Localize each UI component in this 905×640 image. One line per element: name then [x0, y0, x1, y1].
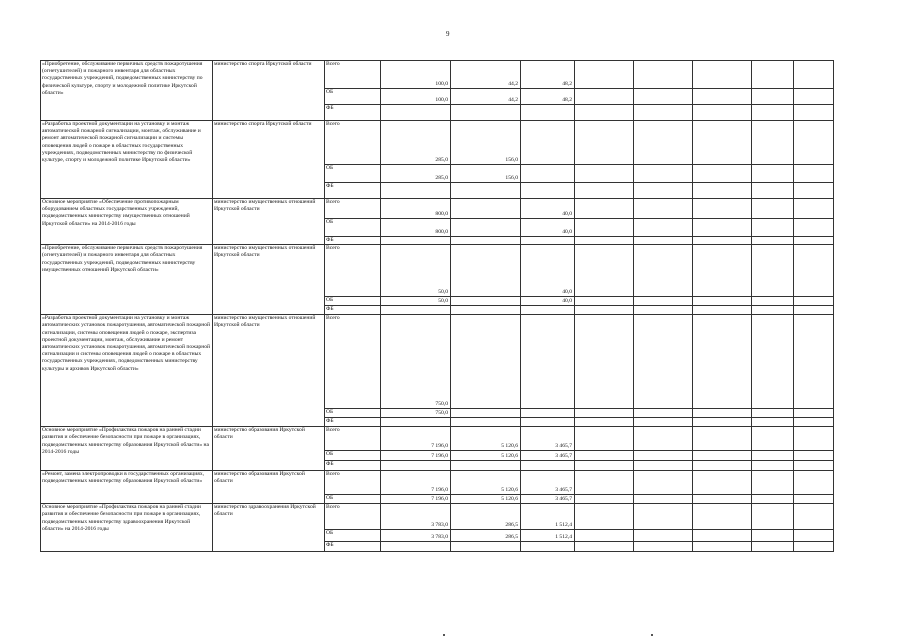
amount-cell-v3 — [521, 418, 575, 427]
empty-cell — [634, 409, 693, 418]
empty-cell — [575, 297, 634, 306]
amount-cell-v1: 7 196,0 — [381, 495, 451, 504]
amount-cell-v3: 40,0 — [521, 199, 575, 219]
empty-cell — [575, 427, 634, 451]
table-row — [41, 427, 834, 451]
executor-cell: министерство здравоохранения Иркутской области — [213, 504, 325, 552]
amount-cell-v3 — [521, 165, 575, 183]
empty-cell — [752, 199, 794, 219]
empty-cell — [575, 237, 634, 245]
empty-cell — [634, 427, 693, 451]
empty-cell — [794, 542, 834, 552]
empty-cell — [634, 306, 693, 315]
funding-source-cell: ФБ — [325, 105, 381, 121]
empty-cell — [575, 165, 634, 183]
empty-cell — [693, 418, 752, 427]
funding-source-cell: Всего — [325, 504, 381, 530]
amount-cell-v2 — [451, 237, 521, 245]
empty-cell — [752, 530, 794, 542]
empty-cell — [693, 61, 752, 89]
scan-speck — [443, 634, 445, 636]
executor-cell: министерство образования Иркутской области — [213, 471, 325, 504]
empty-cell — [752, 183, 794, 199]
funding-source-cell: ФБ — [325, 542, 381, 552]
amount-cell-v1: 50,0 — [381, 297, 451, 306]
amount-cell-v2: 286,5 — [451, 504, 521, 530]
funding-source-cell: ОБ — [325, 165, 381, 183]
empty-cell — [752, 542, 794, 552]
amount-cell-v2 — [451, 461, 521, 471]
amount-cell-v3 — [521, 237, 575, 245]
amount-cell-v3 — [521, 105, 575, 121]
executor-cell: министерство имущественных отношений Иркутской области — [213, 245, 325, 315]
empty-cell — [752, 121, 794, 165]
amount-cell-v2: 44,2 — [451, 89, 521, 105]
funding-source-cell: ФБ — [325, 306, 381, 315]
empty-cell — [693, 121, 752, 165]
executor-cell: министерство спорта Иркутской области — [213, 61, 325, 121]
funding-source-cell: Всего — [325, 245, 381, 297]
empty-cell — [794, 530, 834, 542]
amount-cell-v1 — [381, 461, 451, 471]
table-row — [41, 121, 834, 165]
empty-cell — [575, 183, 634, 199]
empty-cell — [575, 451, 634, 461]
amount-cell-v2: 5 120,6 — [451, 471, 521, 495]
amount-cell-v2 — [451, 183, 521, 199]
amount-cell-v3: 40,0 — [521, 245, 575, 297]
table-row — [41, 245, 834, 297]
empty-cell — [693, 105, 752, 121]
funding-source-cell: Всего — [325, 315, 381, 409]
empty-cell — [575, 245, 634, 297]
empty-cell — [575, 471, 634, 495]
activity-name-cell: «Ремонт, замена электропроводки в государственных организациях, подведомственных министерству образования Иркутской области» — [41, 471, 213, 504]
amount-cell-v1: 3 783,0 — [381, 530, 451, 542]
amount-cell-v1 — [381, 306, 451, 315]
amount-cell-v3: 40,0 — [521, 297, 575, 306]
empty-cell — [634, 542, 693, 552]
empty-cell — [575, 121, 634, 165]
empty-cell — [752, 89, 794, 105]
funding-source-cell: ОБ — [325, 89, 381, 105]
empty-cell — [575, 61, 634, 89]
empty-cell — [634, 504, 693, 530]
empty-cell — [634, 183, 693, 199]
funding-source-cell: ФБ — [325, 461, 381, 471]
empty-cell — [794, 418, 834, 427]
funding-source-cell: ФБ — [325, 183, 381, 199]
empty-cell — [794, 315, 834, 409]
empty-cell — [794, 165, 834, 183]
executor-cell: министерство спорта Иркутской области — [213, 121, 325, 199]
amount-cell-v3: 40,0 — [521, 219, 575, 237]
amount-cell-v2: 5 120,6 — [451, 451, 521, 461]
funding-source-cell: Всего — [325, 427, 381, 451]
empty-cell — [693, 199, 752, 219]
empty-cell — [752, 495, 794, 504]
amount-cell-v1: 100,0 — [381, 61, 451, 89]
empty-cell — [693, 504, 752, 530]
empty-cell — [693, 471, 752, 495]
amount-cell-v1 — [381, 105, 451, 121]
empty-cell — [634, 315, 693, 409]
activity-name-cell: Основное мероприятие «Профилактика пожаров на ранней стадии развития и обеспечение безопасности при пожаре в организациях, подведомственных министерству здравоохранения Иркутской области» на 2014-2016 годы — [41, 504, 213, 552]
page-number: 9 — [446, 30, 450, 38]
empty-cell — [752, 461, 794, 471]
amount-cell-v1 — [381, 542, 451, 552]
amount-cell-v1: 50,0 — [381, 245, 451, 297]
amount-cell-v2: 286,5 — [451, 530, 521, 542]
amount-cell-v1: 800,0 — [381, 219, 451, 237]
executor-cell: министерство имущественных отношений Иркутской области — [213, 315, 325, 427]
empty-cell — [693, 409, 752, 418]
empty-cell — [794, 245, 834, 297]
empty-cell — [794, 61, 834, 89]
amount-cell-v2: 5 120,6 — [451, 495, 521, 504]
empty-cell — [752, 471, 794, 495]
empty-cell — [752, 61, 794, 89]
empty-cell — [575, 199, 634, 219]
funding-source-cell: Всего — [325, 121, 381, 165]
empty-cell — [575, 315, 634, 409]
amount-cell-v1 — [381, 418, 451, 427]
amount-cell-v2: 156,0 — [451, 121, 521, 165]
table-row — [41, 504, 834, 530]
empty-cell — [693, 165, 752, 183]
empty-cell — [693, 315, 752, 409]
table-row — [41, 61, 834, 89]
amount-cell-v3: 3 465,7 — [521, 451, 575, 461]
amount-cell-v1 — [381, 237, 451, 245]
empty-cell — [634, 237, 693, 245]
empty-cell — [575, 504, 634, 530]
amount-cell-v1: 3 783,0 — [381, 504, 451, 530]
empty-cell — [752, 451, 794, 461]
empty-cell — [794, 237, 834, 245]
empty-cell — [575, 306, 634, 315]
empty-cell — [693, 219, 752, 237]
empty-cell — [752, 418, 794, 427]
empty-cell — [752, 427, 794, 451]
empty-cell — [794, 199, 834, 219]
empty-cell — [752, 306, 794, 315]
amount-cell-v2 — [451, 105, 521, 121]
empty-cell — [575, 89, 634, 105]
amount-cell-v3: 48,2 — [521, 89, 575, 105]
amount-cell-v1: 750,0 — [381, 409, 451, 418]
funding-source-cell: ОБ — [325, 495, 381, 504]
empty-cell — [634, 418, 693, 427]
amount-cell-v1: 7 196,0 — [381, 427, 451, 451]
funding-source-cell: Всего — [325, 471, 381, 495]
empty-cell — [634, 451, 693, 461]
amount-cell-v2 — [451, 418, 521, 427]
amount-cell-v2: 156,0 — [451, 165, 521, 183]
funding-source-cell: ОБ — [325, 409, 381, 418]
empty-cell — [794, 471, 834, 495]
empty-cell — [575, 105, 634, 121]
empty-cell — [693, 451, 752, 461]
amount-cell-v3 — [521, 461, 575, 471]
amount-cell-v2 — [451, 245, 521, 297]
empty-cell — [575, 409, 634, 418]
amount-cell-v1: 750,0 — [381, 315, 451, 409]
empty-cell — [794, 105, 834, 121]
empty-cell — [693, 542, 752, 552]
funding-source-cell: Всего — [325, 199, 381, 219]
amount-cell-v3: 3 465,7 — [521, 471, 575, 495]
funding-source-cell: ОБ — [325, 297, 381, 306]
amount-cell-v1: 285,0 — [381, 121, 451, 165]
amount-cell-v2 — [451, 409, 521, 418]
amount-cell-v3 — [521, 315, 575, 409]
activity-name-cell: «Приобретение, обслуживание первичных средств пожаротушения (огнетушителей) и пожарного инвентаря для областных государственных учреждений, подведомственных министерству по физической культуре, спорту и молодежной политике Иркутской области» — [41, 61, 213, 121]
amount-cell-v1 — [381, 183, 451, 199]
empty-cell — [693, 306, 752, 315]
amount-cell-v1: 800,0 — [381, 199, 451, 219]
amount-cell-v3: 1 512,4 — [521, 530, 575, 542]
executor-cell: министерство имущественных отношений Иркутской области — [213, 199, 325, 245]
empty-cell — [794, 219, 834, 237]
empty-cell — [575, 495, 634, 504]
empty-cell — [634, 297, 693, 306]
executor-cell: министерство образования Иркутской области — [213, 427, 325, 471]
activity-name-cell: Основное мероприятие «Профилактика пожаров на ранней стадии развития и обеспечение безопасности при пожаре в организациях, подведомственных министерству образования Иркутской области» на 2014-2016 годы — [41, 427, 213, 471]
amount-cell-v2: 5 120,6 — [451, 427, 521, 451]
empty-cell — [575, 219, 634, 237]
empty-cell — [575, 542, 634, 552]
empty-cell — [794, 451, 834, 461]
empty-cell — [794, 504, 834, 530]
amount-cell-v3: 3 465,7 — [521, 427, 575, 451]
empty-cell — [752, 105, 794, 121]
empty-cell — [634, 165, 693, 183]
activity-name-cell: «Приобретение, обслуживание первичных средств пожаротушения (огнетушителей) и пожарного инвентаря для областных государственных учреждений, подведомственных министерству имущественных отношений Иркутской области» — [41, 245, 213, 315]
amount-cell-v2 — [451, 542, 521, 552]
empty-cell — [752, 409, 794, 418]
amount-cell-v1: 7 196,0 — [381, 451, 451, 461]
empty-cell — [634, 121, 693, 165]
amount-cell-v3 — [521, 183, 575, 199]
empty-cell — [634, 471, 693, 495]
funding-source-cell: Всего — [325, 61, 381, 89]
empty-cell — [752, 245, 794, 297]
empty-cell — [693, 297, 752, 306]
scan-speck — [651, 634, 653, 636]
funding-source-cell: ОБ — [325, 530, 381, 542]
empty-cell — [634, 199, 693, 219]
amount-cell-v3 — [521, 306, 575, 315]
empty-cell — [794, 461, 834, 471]
empty-cell — [693, 427, 752, 451]
amount-cell-v3: 48,2 — [521, 61, 575, 89]
empty-cell — [634, 105, 693, 121]
empty-cell — [794, 89, 834, 105]
amount-cell-v1: 100,0 — [381, 89, 451, 105]
empty-cell — [693, 89, 752, 105]
empty-cell — [693, 237, 752, 245]
amount-cell-v2 — [451, 199, 521, 219]
amount-cell-v1: 7 196,0 — [381, 471, 451, 495]
empty-cell — [693, 495, 752, 504]
amount-cell-v2 — [451, 315, 521, 409]
empty-cell — [693, 183, 752, 199]
funding-source-cell: ФБ — [325, 237, 381, 245]
amount-cell-v2 — [451, 306, 521, 315]
activity-name-cell: «Разработка проектной документации на установку и монтаж автоматической пожарной сигнализации, монтаж, обслуживание и ремонт автоматической пожарной сигнализации и системы оповещения людей о пожаре в областных государственных учреждениях, подведомственных министерству по физической культуре, спорту и молодежной политике Иркутской области» — [41, 121, 213, 199]
empty-cell — [634, 495, 693, 504]
amount-cell-v3 — [521, 121, 575, 165]
funding-source-cell: ФБ — [325, 418, 381, 427]
empty-cell — [693, 461, 752, 471]
amount-cell-v3: 1 512,4 — [521, 504, 575, 530]
empty-cell — [752, 219, 794, 237]
amount-cell-v2 — [451, 219, 521, 237]
empty-cell — [794, 121, 834, 165]
activity-name-cell: Основное мероприятие «Обеспечение противопожарным оборудованием областных государственных учреждений, подведомственных министерству имущественных отношений Иркутской области» на 2014-2016 годы — [41, 199, 213, 245]
table-row — [41, 315, 834, 409]
empty-cell — [634, 219, 693, 237]
empty-cell — [794, 306, 834, 315]
empty-cell — [752, 315, 794, 409]
empty-cell — [794, 183, 834, 199]
funding-source-cell: ОБ — [325, 451, 381, 461]
amount-cell-v2 — [451, 297, 521, 306]
activity-name-cell: «Разработка проектной документации на установку и монтаж автоматических установок пожаротушения, автоматической пожарной сигнализации, системы оповещения людей о пожаре, экспертиза проектной документации, монтаж, обслуживание и ремонт автоматических установок пожаротушения, автоматической пожарной сигнализации и системы оповещения людей о пожаре в областных государственных учреждениях, подведомственных министерству культуры и архивов Иркутской области» — [41, 315, 213, 427]
empty-cell — [752, 165, 794, 183]
table-row — [41, 199, 834, 219]
empty-cell — [794, 427, 834, 451]
empty-cell — [693, 530, 752, 542]
empty-cell — [794, 409, 834, 418]
empty-cell — [575, 461, 634, 471]
empty-cell — [752, 237, 794, 245]
amount-cell-v3 — [521, 409, 575, 418]
empty-cell — [575, 418, 634, 427]
empty-cell — [794, 297, 834, 306]
empty-cell — [693, 245, 752, 297]
funding-source-cell: ОБ — [325, 219, 381, 237]
empty-cell — [634, 61, 693, 89]
funding-table — [40, 60, 834, 552]
empty-cell — [634, 245, 693, 297]
amount-cell-v1: 285,0 — [381, 165, 451, 183]
empty-cell — [634, 530, 693, 542]
empty-cell — [752, 297, 794, 306]
amount-cell-v3 — [521, 542, 575, 552]
amount-cell-v2: 44,2 — [451, 61, 521, 89]
empty-cell — [634, 461, 693, 471]
amount-cell-v3: 3 465,7 — [521, 495, 575, 504]
empty-cell — [752, 504, 794, 530]
table-row — [41, 471, 834, 495]
empty-cell — [794, 495, 834, 504]
empty-cell — [634, 89, 693, 105]
empty-cell — [575, 530, 634, 542]
